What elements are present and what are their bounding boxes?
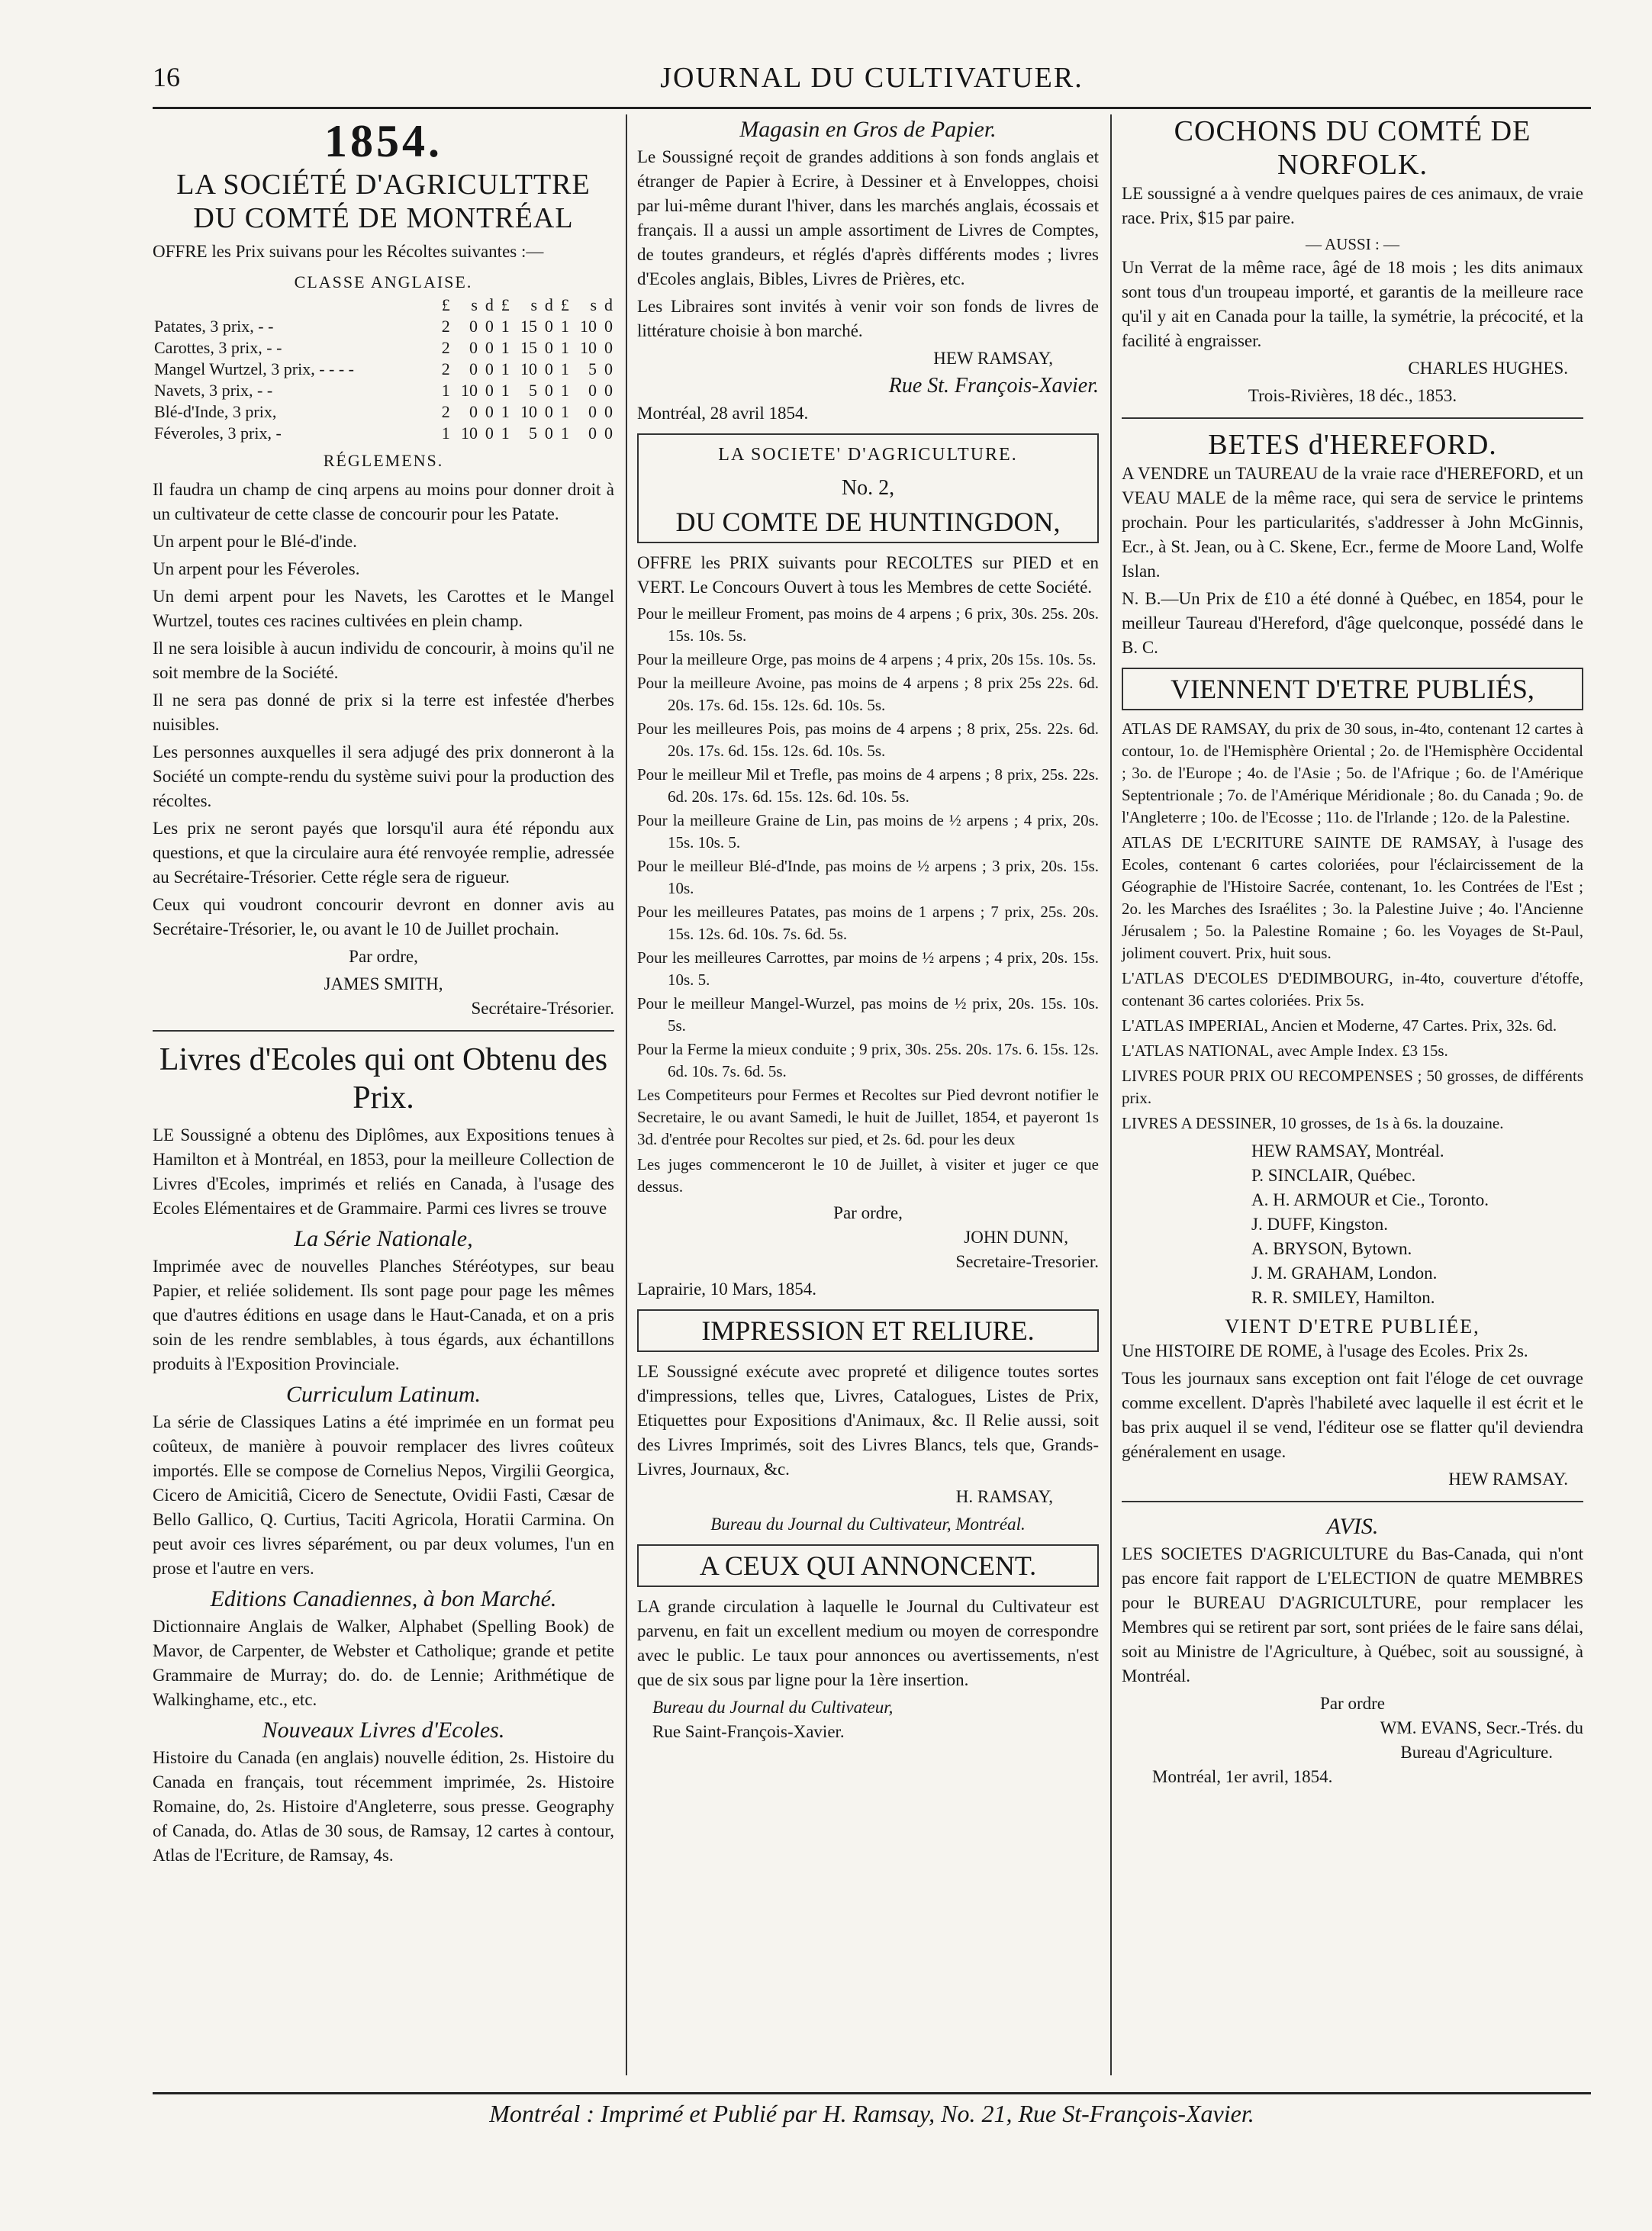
cochons-text: LE soussigné a à vendre quelques paires de ces animaux, de vraie race. Prix, $15 par paire. — [1122, 184, 1583, 227]
reglement-item: Il faudra un champ de cinq arpens au moins pour donner droit à un cultivateur de cette classe de concourir pour les Patate. — [153, 480, 614, 523]
table-cell: 5 — [529, 381, 537, 400]
table-cell: s — [590, 295, 597, 314]
magasin-date: Montréal, 28 avril 1854. — [637, 404, 809, 423]
table-cell: 1 — [560, 423, 569, 443]
divider — [153, 1030, 614, 1032]
table-cell: 1 — [501, 338, 510, 357]
betes-nb: N. B.—Un Prix de £10 a été donné à Québec, en 1854, pour le meilleur Taureau d'Hereford, d'âge quelconque, possédé dans le B. C. — [1122, 589, 1583, 657]
table-cell: s — [471, 295, 478, 314]
table-cell: 10 — [580, 338, 597, 357]
table-cell — [153, 295, 436, 316]
editions-text: Dictionnaire Anglais de Walker, Alphabet (Spelling Book) de Mavor, de Carpenter, de Webster et Catholique; grande et petite Grammaire de Murray; do. do. de Lennie; Arithmétique de Walkinghame, etc., etc. — [153, 1617, 614, 1709]
prize-item: Pour la Ferme la mieux conduite ; 9 prix, 30s. 25s. 20s. 17s. 6. 15s. 12s. 6d. 10s. 7s. 6d. 5s. — [637, 1040, 1099, 1080]
cochons-signature: CHARLES HUGHES. — [1408, 359, 1568, 378]
offre-text: OFFRE les Prix suivans pour les Récoltes suivantes :— — [153, 242, 544, 261]
table-cell: Carottes, 3 prix, - - — [154, 338, 282, 357]
column-right — [1122, 114, 1583, 1792]
prize-item: Pour les meilleures Carrottes, par moins de ½ arpens ; 4 prix, 20s. 15s. 10s. 5. — [637, 948, 1099, 989]
huntingdon-par-ordre: Par ordre, — [833, 1203, 903, 1222]
table-cell: 5 — [588, 359, 597, 378]
huntingdon-title-1: LA SOCIETE' D'AGRICULTURE. — [718, 445, 1018, 465]
table-cell: Mangel Wurtzel, 3 prix, - - - - — [154, 359, 355, 378]
reglemens-heading: RÉGLEMENS. — [323, 451, 444, 470]
table-cell: 0 — [588, 423, 597, 443]
vient-signature: HEW RAMSAY. — [1448, 1470, 1568, 1489]
agent-item: R. R. SMILEY, Hamilton. — [1251, 1288, 1435, 1307]
prize-table — [153, 295, 614, 444]
avis-signature: WM. EVANS, Secr.-Trés. du — [1380, 1718, 1583, 1737]
table-cell: 1 — [501, 402, 510, 421]
viennent-heading: VIENNENT D'ETRE PUBLIÉS, — [1122, 668, 1583, 710]
editions-heading: Editions Canadiennes, à bon Marché. — [210, 1586, 557, 1611]
publication-item: L'ATLAS IMPERIAL, Ancien et Moderne, 47 Cartes. Prix, 32s. 6d. — [1122, 1016, 1557, 1035]
table-cell: 0 — [604, 317, 613, 336]
table-cell: 1 — [441, 423, 450, 443]
curriculum-text: La série de Classiques Latins a été imprimée en un format peu coûteux, de manière à pouvoir remplacer des livres coûteux importés. Elle se compose de Cornelius Nepos, Virgilii Georgica, Cicero de Amicitiâ, Cicero de Senectute, Ovidii Fasti, Cæsar de Bello Gallico, Q. Curtius, Taciti Agricola, Horatii Carmina. On peut avoir ces livres séparément, ou par deux volumes, l'un en prose et l'autre en vers. — [153, 1412, 614, 1578]
annonce-address-1: Bureau du Journal du Cultivateur, — [652, 1698, 894, 1717]
classe-heading: CLASSE ANGLAISE. — [294, 272, 473, 291]
table-cell: 15 — [520, 317, 537, 336]
agent-item: A. BRYSON, Bytown. — [1251, 1239, 1412, 1258]
agents-list — [1251, 1139, 1583, 1310]
avis-date: Montréal, 1er avril, 1854. — [1152, 1767, 1333, 1786]
table-cell: 1 — [560, 338, 569, 357]
table-cell: 10 — [520, 402, 537, 421]
signature-name: JAMES SMITH, — [324, 974, 443, 993]
table-cell: 10 — [460, 381, 478, 400]
header-rule — [153, 107, 1591, 109]
cochons-date: Trois-Rivières, 18 déc., 1853. — [1248, 386, 1457, 405]
table-cell: 0 — [485, 381, 494, 400]
serie-text: Imprimée avec de nouvelles Planches Stéréotypes, sur beau Papier, et reliée solidement. Ils sont page pour page les mêmes que d'autres éditions en usage dans le Haut-Canada, et on a pris soin de les rendre semblables, à tous égards, aux échantillons produits à l'Exposition Provinciale. — [153, 1257, 614, 1373]
footer-rule — [153, 2092, 1591, 2094]
table-cell: 0 — [604, 338, 613, 357]
table-cell: £ — [560, 295, 569, 314]
divider — [1122, 1501, 1583, 1502]
reglement-item: Les personnes auxquelles il sera adjugé des prix donneront à la Société un compte-rendu du système suivi pour la production des récoltes. — [153, 742, 614, 810]
column-divider — [626, 114, 627, 2075]
avis-par-ordre: Par ordre — [1320, 1694, 1385, 1713]
livres-intro: LE Soussigné a obtenu des Diplômes, aux Expositions tenues à Hamilton et à Montréal, en 1853, pour la meilleure Collection de Livres d'Ecoles, imprimés et reliés en Canada, à l'usage des Ecoles Elémentaires et de Grammaire. Parmi ces livres se trouve — [153, 1125, 614, 1218]
curriculum-heading: Curriculum Latinum. — [285, 1382, 481, 1407]
table-cell: 0 — [544, 359, 553, 378]
table-cell: £ — [501, 295, 510, 314]
table-cell: 0 — [604, 381, 613, 400]
table-cell: 0 — [544, 317, 553, 336]
huntingdon-signature: JOHN DUNN, — [964, 1228, 1068, 1247]
agent-item: P. SINCLAIR, Québec. — [1251, 1166, 1416, 1185]
prize-item: Pour le meilleur Froment, pas moins de 4 arpens ; 6 prix, 30s. 25s. 20s. 15s. 10s. 5s. — [637, 604, 1099, 645]
table-cell: d — [604, 295, 613, 314]
table-cell: 0 — [469, 338, 478, 357]
table-cell: 0 — [485, 423, 494, 443]
table-cell: 1 — [501, 381, 510, 400]
journal-title: JOURNAL DU CULTIVATUER. — [660, 62, 1084, 94]
publication-item: L'ATLAS D'ECOLES D'EDIMBOURG, in-4to, couverture d'étoffe, contenant 36 cartes coloriées. Prix 5s. — [1122, 969, 1583, 1009]
huntingdon-prize-list — [637, 603, 1099, 1083]
reglement-item: Il ne sera pas donné de prix si la terre est infestée d'herbes nuisibles. — [153, 691, 614, 734]
table-cell: d — [544, 295, 553, 314]
vient-text-2: Tous les journaux sans exception ont fait l'éloge de cet ouvrage comme excellent. D'après l'habileté avec laquelle il est écrit et le bas prix auquel il se vend, l'éditeur ose se flatter qu'il deviendra généralement en usage. — [1122, 1369, 1583, 1461]
table-cell: 10 — [460, 423, 478, 443]
reglement-item: Un arpent pour le Blé-d'inde. — [153, 532, 357, 551]
table-cell: d — [485, 295, 494, 314]
divider — [1122, 417, 1583, 419]
table-cell: 1 — [441, 381, 450, 400]
table-cell: 0 — [485, 317, 494, 336]
table-row — [153, 359, 614, 380]
vient-heading: VIENT D'ETRE PUBLIÉE, — [1225, 1315, 1480, 1338]
huntingdon-intro: OFFRE les PRIX suivants pour RECOLTES sur PIED et en VERT. Le Concours Ouvert à tous les Membres de cette Société. — [637, 553, 1099, 597]
impression-heading: IMPRESSION ET RELIURE. — [637, 1309, 1099, 1352]
prize-item: Pour le meilleur Mil et Trefle, pas moins de 4 arpens ; 8 prix, 25s. 22s. 6d. 20s. 17s. 6d. 15s. 12s. 6d. 10s. 5s. — [637, 765, 1099, 806]
huntingdon-date: Laprairie, 10 Mars, 1854. — [637, 1280, 817, 1299]
betes-text: A VENDRE un TAUREAU de la vraie race d'HEREFORD, et un VEAU MALE de la même race, qui sera de service le printems prochain. Pour les particularités, s'addresser à John McGinnis, Ecr., à St. Jean, ou à C. Skene, Ecr., ferme de Moore Land, Wolfe Islan. — [1122, 464, 1583, 581]
table-cell: 0 — [604, 402, 613, 421]
table-row — [153, 380, 614, 401]
cochons-heading: COCHONS DU COMTÉ DE NORFOLK. — [1174, 115, 1531, 181]
table-cell: 10 — [520, 359, 537, 378]
cochons-text-2: Un Verrat de la même race, âgé de 18 mois ; les dits animaux sont tous d'un troupeau importé, et garantis de la meilleure race qu'il y ait en Canada pour la taille, la symétrie, la précocité, et la facilité à engraisser. — [1122, 258, 1583, 350]
table-cell: 0 — [544, 402, 553, 421]
column-left — [153, 114, 614, 1871]
table-cell: 0 — [604, 423, 613, 443]
page-number: 16 — [153, 62, 180, 92]
annonce-text: LA grande circulation à laquelle le Journal du Cultivateur est parvenu, en fait un excellent medium ou moyen de correspondre avec le public. Le taux pour annonces ou avertissements, n'est que de six sous par ligne pour la 1ère insertion. — [637, 1597, 1099, 1689]
nouveaux-heading: Nouveaux Livres d'Ecoles. — [262, 1718, 505, 1743]
agent-item: J. DUFF, Kingston. — [1251, 1215, 1389, 1234]
publication-item: LIVRES POUR PRIX OU RECOMPENSES ; 50 grosses, de différents prix. — [1122, 1067, 1583, 1107]
prize-item: Pour les meilleures Patates, pas moins de 1 arpens ; 7 prix, 25s. 20s. 15s. 12s. 6d. 10s. 7s. 6d. 5s. — [637, 903, 1099, 943]
publication-item: ATLAS DE L'ECRITURE SAINTE DE RAMSAY, à l'usage des Ecoles, contenant 6 cartes coloriées, pour l'éclaircissement de la Géographie de l'Histoire Sacrée, contenant, 1o. les Contrées de l'Est ; 2o. les Marches des Israélites ; 3o. la Palestine Juive ; 4o. l'Ancienne Jérusalem ; 5o. la Palestine Romaine ; 6o. les Voyages de St-Paul, joliment couvert. Prix, huit sous. — [1122, 833, 1583, 962]
reglement-item: Un demi arpent pour les Navets, les Carottes et le Mangel Wurtzel, toutes ces racines cultivées en plein champ. — [153, 587, 614, 630]
table-cell: 0 — [544, 423, 553, 443]
annonce-address-2: Rue Saint-François-Xavier. — [652, 1722, 845, 1741]
table-cell: 0 — [544, 381, 553, 400]
imprint-footer: Montréal : Imprimé et Publié par H. Ramsay, No. 21, Rue St-François-Xavier. — [489, 2100, 1254, 2127]
table-cell: 0 — [469, 402, 478, 421]
reglemens-list — [153, 478, 614, 942]
prize-item: Pour la meilleure Orge, pas moins de 4 arpens ; 4 prix, 20s 15s. 10s. 5s. — [637, 650, 1097, 668]
impression-signature: H. RAMSAY, — [955, 1487, 1053, 1506]
table-cell: Navets, 3 prix, - - — [154, 381, 273, 400]
reglement-item: Ceux qui voudront concourir devront en donner avis au Secrétaire-Trésorier, le, ou avant le 10 de Juillet prochain. — [153, 895, 614, 938]
reglement-item: Un arpent pour les Féveroles. — [153, 559, 360, 578]
nouveaux-text: Histoire du Canada (en anglais) nouvelle édition, 2s. Histoire du Canada en français, tout récemment imprimée, 2s. Histoire Romaine, do, 2s. Histoire d'Angleterre, sous presse. Geography of Canada, do. Atlas de 30 sous, de Ramsay, 12 cartes à contour, Atlas de l'Ecriture, de Ramsay, 4s. — [153, 1748, 614, 1865]
table-row — [153, 316, 614, 337]
huntingdon-text-2: Les juges commenceront le 10 de Juillet, à visiter et juger ce que dessus. — [637, 1155, 1099, 1196]
table-cell: 2 — [441, 317, 450, 336]
table-cell: 0 — [604, 359, 613, 378]
table-cell: 0 — [469, 317, 478, 336]
signature-title: Secrétaire-Trésorier. — [471, 999, 614, 1018]
table-cell: 0 — [485, 359, 494, 378]
table-cell: 1 — [501, 423, 510, 443]
aussi-label: — AUSSI : — — [1305, 235, 1400, 253]
magasin-heading: Magasin en Gros de Papier. — [739, 117, 997, 142]
viennent-list — [1122, 718, 1583, 1135]
magasin-text: Le Soussigné reçoit de grandes additions à son fonds anglais et étranger de Papier à Ecrire, à Dessiner et à Enveloppes, choisi par lui-même durant l'hiver, dans les marchés anglais, écossais et français. Il a aussi un ample assortiment de Livres de Comptes, de toutes grandeurs, et réglés d'après différents modes ; livres d'Ecoles anglais, Bibles, Livres de Prières, etc. — [637, 147, 1099, 288]
table-cell: 2 — [441, 402, 450, 421]
prize-item: Pour le meilleur Mangel-Wurzel, pas moins de ½ prix, 20s. 15s. 10s. 5s. — [637, 994, 1099, 1035]
table-cell: 15 — [520, 338, 537, 357]
huntingdon-text: Les Competiteurs pour Fermes et Recoltes sur Pied devront notifier le Secretaire, le ou avant Samedi, le huit de Juillet, 1854, et payeront 1s 3d. d'entrée pour Recoltes sur pied, et 2s. 6d. pour les deux — [637, 1086, 1099, 1148]
table-cell: 2 — [441, 338, 450, 357]
table-cell: 10 — [580, 317, 597, 336]
prize-item: Pour les meilleures Pois, pas moins de 4 arpens ; 8 prix, 25s. 22s. 6d. 20s. 17s. 6d. 15s. 12s. 6d. 10s. 5s. — [637, 720, 1099, 760]
table-cell: 1 — [560, 402, 569, 421]
agent-item: A. H. ARMOUR et Cie., Toronto. — [1251, 1190, 1489, 1209]
huntingdon-signature-title: Secretaire-Tresorier. — [955, 1252, 1099, 1271]
reglement-item: Il ne sera loisible à aucun individu de concourir, à moins qu'il ne soit membre de la Société. — [153, 639, 614, 682]
prize-item: Pour la meilleure Graine de Lin, pas moins de ½ arpens ; 4 prix, 20s. 15s. 10s. 5. — [637, 811, 1099, 852]
table-cell: 0 — [588, 381, 597, 400]
publication-item: LIVRES A DESSINER, 10 grosses, de 1s à 6s. la douzaine. — [1122, 1114, 1504, 1132]
column-middle — [637, 114, 1099, 1744]
table-cell: Féveroles, 3 prix, - — [154, 423, 282, 443]
par-ordre: Par ordre, — [349, 947, 418, 966]
table-cell: 0 — [588, 402, 597, 421]
table-cell: 0 — [469, 359, 478, 378]
table-cell: 0 — [544, 338, 553, 357]
table-cell: 5 — [529, 423, 537, 443]
page-header — [153, 61, 1591, 107]
table-header-row — [153, 295, 614, 316]
table-cell: 0 — [485, 402, 494, 421]
table-row — [153, 423, 614, 444]
vient-text: Une HISTOIRE DE ROME, à l'usage des Ecoles. Prix 2s. — [1122, 1341, 1528, 1360]
society-title: LA SOCIÉTÉ D'AGRICULTTRE — [176, 169, 591, 201]
table-cell: Blé-d'Inde, 3 prix, — [154, 402, 277, 421]
impression-text: LE Soussigné exécute avec propreté et diligence toutes sortes d'impressions, telles que, Livres, Catalogues, Listes de Prix, Etiquettes pour Expositions d'Animaux, &c. Il Relie aussi, soit des Livres Imprimés, soit des Livres Blancs, tels que, Grands-Livres, Journaux, &c. — [637, 1362, 1099, 1479]
annonce-heading: A CEUX QUI ANNONCENT. — [637, 1544, 1099, 1587]
betes-heading: BETES d'HEREFORD. — [1208, 429, 1497, 461]
avis-text: LES SOCIETES D'AGRICULTURE du Bas-Canada, qui n'ont pas encore fait rapport de L'ELECTION de quatre MEMBRES pour le BUREAU D'AGRICULTURE, pour remplacer les Membres qui se retirent par sort, sont priées de le faire sans délai, soit au Ministre de l'Agriculture, à Québec, soit au soussigné, à Montréal. — [1122, 1544, 1583, 1685]
reglement-item: Les prix ne seront payés que lorsqu'il aura été répondu aux questions, et que la circulaire aura été renvoyée remplie, adressée au Secrétaire-Trésorier. Cette régle sera de rigueur. — [153, 819, 614, 887]
prize-item: Pour le meilleur Blé-d'Inde, pas moins de ½ arpens ; 3 prix, 20s. 15s. 10s. — [637, 857, 1099, 897]
table-cell: 1 — [560, 381, 569, 400]
agent-item: J. M. GRAHAM, London. — [1251, 1264, 1438, 1283]
publication-item: L'ATLAS NATIONAL, avec Ample Index. £3 15s. — [1122, 1041, 1448, 1060]
table-cell: Patates, 3 prix, - - — [154, 317, 274, 336]
column-divider — [1110, 114, 1112, 2075]
table-cell: s — [530, 295, 537, 314]
table-cell: 2 — [441, 359, 450, 378]
society-subtitle: DU COMTÉ DE MONTRÉAL — [193, 202, 574, 234]
table-row — [153, 401, 614, 423]
huntingdon-title-2: DU COMTE DE HUNTINGDON, — [675, 507, 1061, 537]
agent-item: HEW RAMSAY, Montréal. — [1251, 1141, 1444, 1161]
table-cell: 1 — [501, 317, 510, 336]
publication-item: ATLAS DE RAMSAY, du prix de 30 sous, in-4to, contenant 12 cartes à contour, 1o. de l'Hemisphère Oriental ; 2o. de l'Hemisphère Occidental ; 3o. de l'Europe ; 4o. de l'Asie ; 5o. de l'Afrique ; 6o. de l'Amérique Septentrionale ; 7o. de l'Amérique Méridionale ; 8o. du Canada ; 9o. de l'Angleterre ; 10o. de l'Ecosse ; 11o. de l'Irlande ; 12o. de la Palestine. — [1122, 720, 1583, 826]
year-heading: 1854. — [324, 116, 443, 166]
livres-heading: Livres d'Ecoles qui ont Obtenu des Prix. — [159, 1042, 608, 1116]
table-row — [153, 337, 614, 359]
table-cell: 0 — [485, 338, 494, 357]
table-cell: 1 — [560, 359, 569, 378]
avis-signature-2: Bureau d'Agriculture. — [1400, 1743, 1553, 1762]
table-cell: £ — [441, 295, 450, 314]
table-cell: 1 — [501, 359, 510, 378]
magasin-address: Rue St. François-Xavier. — [888, 374, 1099, 398]
table-cell: 1 — [560, 317, 569, 336]
serie-heading: La Série Nationale, — [294, 1226, 473, 1251]
prize-item: Pour la meilleure Avoine, pas moins de 4 arpens ; 8 prix 25s 22s. 6d. 20s. 17s. 6d. 15s. 12s. 6d. 10s. 5s. — [637, 674, 1099, 714]
avis-heading: AVIS. — [1326, 1514, 1379, 1539]
impression-address: Bureau du Journal du Cultivateur, Montréal. — [710, 1515, 1026, 1534]
huntingdon-number: No. 2, — [841, 476, 895, 500]
magasin-signature: HEW RAMSAY, — [933, 349, 1053, 368]
huntingdon-box — [637, 433, 1099, 543]
magasin-text-2: Les Libraires sont invités à venir voir son fonds de livres de littérature choisie à bon marché. — [637, 297, 1099, 340]
